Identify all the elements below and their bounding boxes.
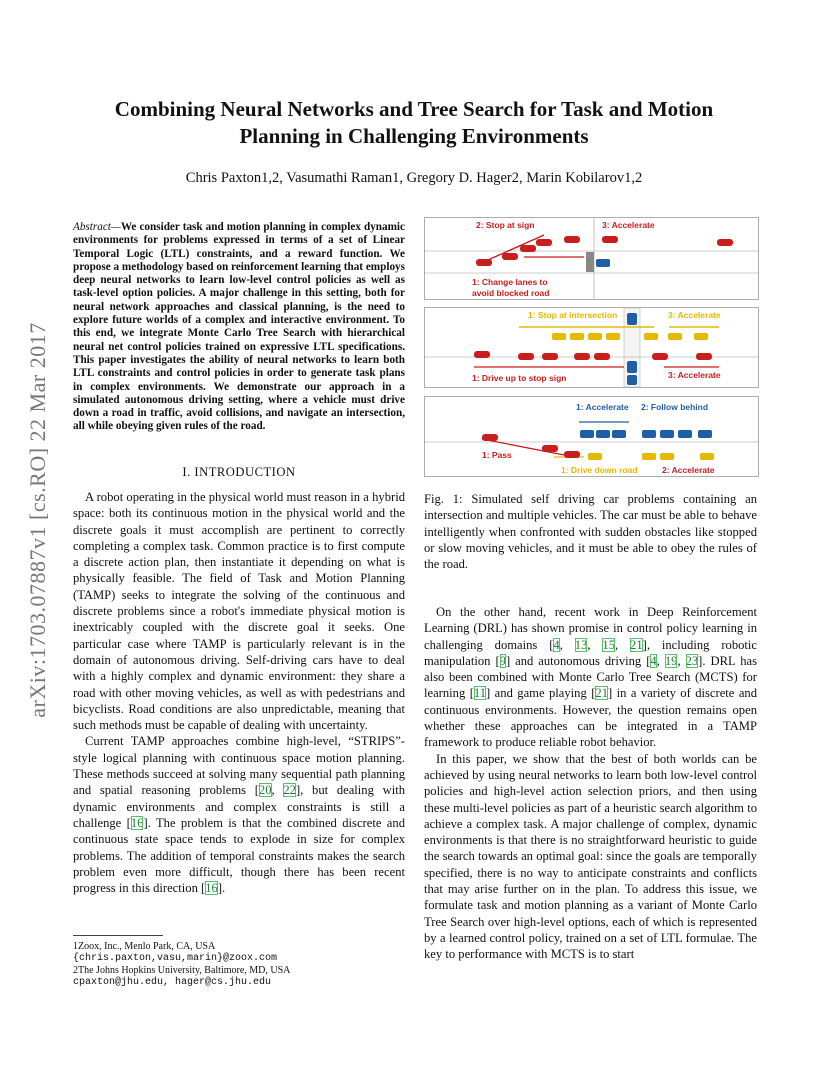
intro-paragraph-1: A robot operating in the physical world must reason in a hybrid space: both its continuous motion in the physical world and the discrete goals it must accomplish are pertinent to correctly completing a complex task. Common practice is to first compute a discrete action plan, then instantiate it depending on what is physically feasible. The field of Task and Motion Planning (TAMP) seeks to integrate the solving of the continuous and discrete problems since a robot's immediate physical motion is inextricably coupled with the discrete goal it seeks. One particular case where TAMP is particularly relevant is in the domain of autonomous driving. Self-driving cars have to deal with a highly complex and dynamic environment: they share a road with other moving vehicles, as well as with pedestrians and bicyclists. Road conditions are also unpredictable, meaning that such methods must be capable of dealing with uncertainty. bbox=[73, 490, 405, 733]
fig-label: 1: Drive down road bbox=[561, 465, 638, 475]
citation-link[interactable]: 9 bbox=[499, 653, 506, 668]
citation-link[interactable]: 16 bbox=[205, 881, 218, 896]
footnote-separator bbox=[73, 935, 163, 936]
figure-panel-1 bbox=[424, 217, 759, 300]
footnote-2: 2The Johns Hopkins University, Baltimore, MD, USA bbox=[73, 965, 291, 976]
citation-link[interactable]: 16 bbox=[130, 815, 144, 830]
footnote-2-email: cpaxton@jhu.edu, hager@cs.jhu.edu bbox=[73, 977, 272, 988]
fig-label: 1: Pass bbox=[482, 450, 512, 460]
figure-panel-2 bbox=[424, 308, 759, 388]
citation-link[interactable]: 22 bbox=[283, 783, 296, 798]
citation-link[interactable]: 20 bbox=[258, 783, 272, 798]
paper-title bbox=[60, 96, 768, 150]
fig-label: 1: Accelerate bbox=[576, 402, 629, 412]
citation-link[interactable]: 21 bbox=[630, 637, 643, 652]
figure-panel-3 bbox=[424, 397, 759, 477]
citation-link[interactable]: 19 bbox=[664, 653, 678, 668]
fig-label: 3: Accelerate bbox=[668, 310, 721, 320]
citation-link[interactable]: 15 bbox=[602, 637, 615, 652]
fig-label: 1: Stop at intersection bbox=[528, 310, 618, 320]
citation-link[interactable]: 4 bbox=[650, 653, 657, 668]
fig-label: avoid blocked road bbox=[472, 288, 550, 298]
right-paragraph-1: On the other hand, recent work in Deep Reinforcement Learning (DRL) has shown promise in control policy learning in challenging domains [4, 13, 15, 21], including robotic manipulation [9] and autonomous driving [4, 19, 23]. DRL has also been combined with Monte Carlo Tree Search (MCTS) for learning [11] and game playing [21] in a variety of discrete and continuous environments. However, the question remains open whether these approaches can be integrated in a TAMP framework to produce reliable robot behavior. bbox=[424, 605, 758, 750]
abstract bbox=[73, 221, 405, 434]
right-paragraph-2: In this paper, we show that the best of both worlds can be achieved by using neural networks to learn both low-level control policies and high-level action selection priors, and then using these multi-level policies as part of a heuristic search algorithm to achieve a complex task. A major challenge of complex, dynamic environments is that there is no straightforward heuristic to guide the search towards an optimal goal: since the goals are temporally specified, there is no way to anticipate constraints and conflicts that may arise further on in the plan. To address this issue, we formulate task and motion planning as a variant of Monte Carlo Tree Search over high-level options, each of which is represented by a learned control policy, trained on a set of LTL formulae. The key to performance with MCTS is to start bbox=[424, 751, 757, 962]
author-list: Chris Paxton1,2, Vasumathi Raman1, Gregory D. Hager2, Marin Kobilarov1,2 bbox=[185, 170, 643, 186]
footnote-1: 1Zoox, Inc., Menlo Park, CA, USA bbox=[73, 941, 216, 952]
fig-label: 1: Change lanes to bbox=[472, 277, 548, 287]
right-column-text bbox=[424, 604, 757, 963]
citation-link[interactable]: 13 bbox=[574, 637, 588, 652]
footnote-1-email: {chris.paxton,vasu,marin}@zoox.com bbox=[73, 953, 278, 964]
title-line-1: Combining Neural Networks and Tree Search for Task and Motion bbox=[114, 97, 714, 121]
abstract-label: Abstract— bbox=[73, 221, 121, 233]
title-line-2: Planning in Challenging Environments bbox=[239, 124, 589, 148]
citation-link[interactable]: 23 bbox=[685, 653, 699, 668]
fig-label: 2: Stop at sign bbox=[476, 220, 535, 230]
citation-link[interactable]: 4 bbox=[553, 637, 560, 652]
fig-label: 2: Accelerate bbox=[662, 465, 715, 475]
fig-label: 2: Follow behind bbox=[641, 402, 709, 412]
figure-caption: Fig. 1: Simulated self driving car problems containing an intersection and multiple vehicles. The car must be able to behave intelligently when confronted with sudden obstacles like stopped or slow moving vehicles, and it must be able to obey the rules of the road. bbox=[424, 492, 757, 572]
citation-link[interactable]: 21 bbox=[595, 686, 609, 701]
section-heading-introduction: I. INTRODUCTION bbox=[182, 465, 296, 479]
abstract-text: We consider task and motion planning in complex dynamic environments for problems expressed in terms of a set of Linear Temporal Logic (LTL) constraints, and a reward function. We propose a methodology based on reinforcement learning that employs deep neural networks to learn low-level control policies as well as task-level option policies. A major challenge in this setting, both for neural network approaches and classical planning, is the need to explore future worlds of a complex and interactive environment. To this end, we integrate Monte Carlo Tree Search with hierarchical neural net control policies trained on expressive LTL specifications. This paper investigates the ability of neural networks to learn both LTL constraints and control policies in order to generate task plans in complex environments. We demonstrate our approach in a simulated autonomous driving setting, where a vehicle must drive down a road in traffic, avoid collisions, and navigate an intersection, all while obeying given rules of the road. bbox=[73, 221, 405, 433]
fig-label: 1: Drive up to stop sign bbox=[472, 373, 567, 383]
citation-link[interactable]: 11 bbox=[473, 686, 487, 701]
fig-label: 3: Accelerate bbox=[602, 220, 655, 230]
intro-paragraph-2: Current TAMP approaches combine high-level, “STRIPS”-style logical planning with continuous space motion planning. These methods succeed at solving many sequential path planning and spatial reasoning problems [20, 22], but dealing with dynamic environments and complex constraints is still a challenge [16]. The problem is that the combined discrete and continuous state space tends to explode in size for complex problems. The addition of temporal constraints makes the search problem even more difficult, though there has been recent progress in this direction [16]. bbox=[73, 734, 405, 896]
footnotes bbox=[73, 941, 405, 989]
intro-text bbox=[73, 489, 405, 896]
arxiv-sidebar: arXiv:1703.07887v1 [cs.RO] 22 Mar 2017 bbox=[25, 322, 50, 718]
fig-label: 3: Accelerate bbox=[668, 370, 721, 380]
figure-1 bbox=[424, 217, 759, 479]
